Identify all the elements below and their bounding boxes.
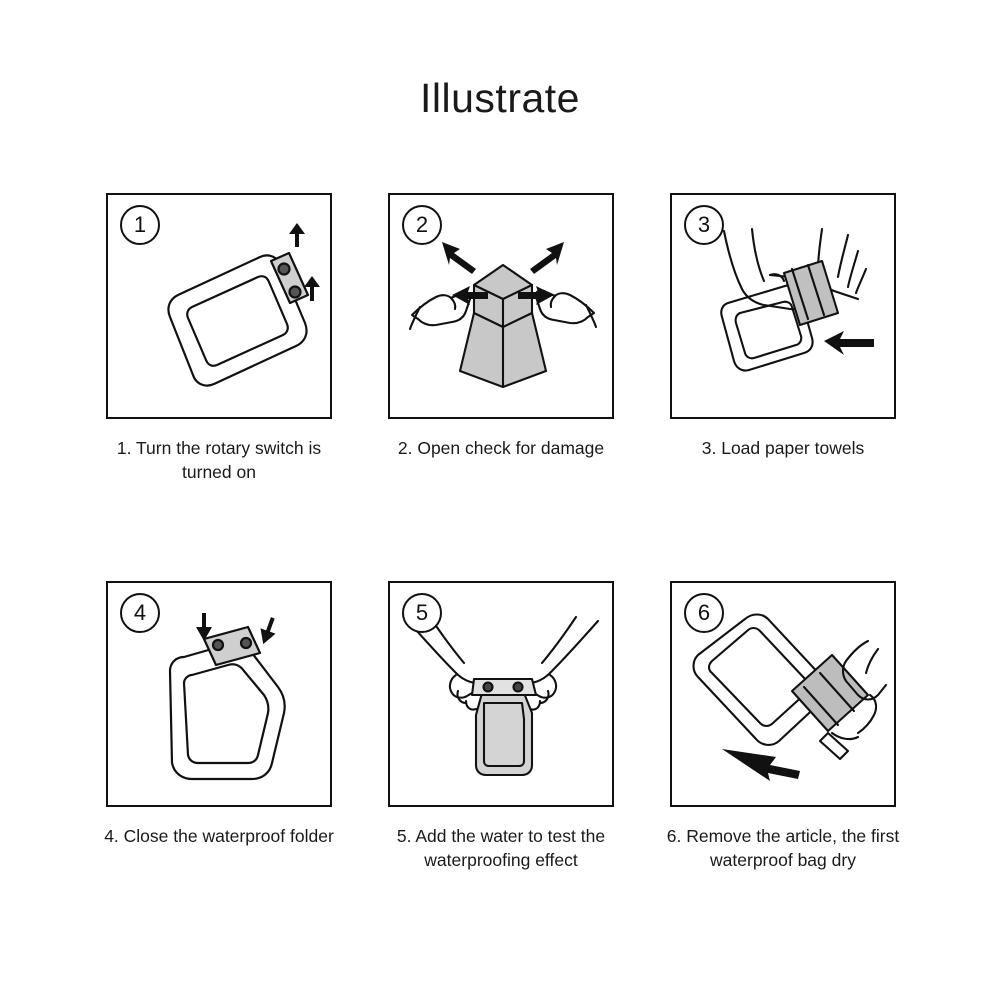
step-panel-2 bbox=[388, 193, 614, 419]
step-caption-6: 6. Remove the article, the first waterproof bag dry bbox=[666, 826, 900, 870]
step-card-1 bbox=[78, 193, 360, 485]
step-panel-5 bbox=[388, 581, 614, 807]
steps-grid bbox=[78, 193, 926, 873]
step-number-badge-6: 6 bbox=[684, 593, 724, 633]
step-card-3 bbox=[642, 193, 924, 485]
step-card-5 bbox=[360, 581, 642, 873]
page-title: Illustrate bbox=[420, 75, 580, 121]
step-caption-3: 3. Load paper towels bbox=[701, 438, 865, 458]
step-number-badge-4: 4 bbox=[120, 593, 160, 633]
step-card-4 bbox=[78, 581, 360, 873]
step-panel-4 bbox=[106, 581, 332, 807]
step-card-6 bbox=[642, 581, 924, 873]
step-panel-6 bbox=[670, 581, 896, 807]
step-panel-3 bbox=[670, 193, 896, 419]
grid-row-gap bbox=[78, 485, 926, 581]
step-number-badge-5: 5 bbox=[402, 593, 442, 633]
step-card-2 bbox=[360, 193, 642, 485]
step-caption-4: 4. Close the waterproof folder bbox=[104, 826, 334, 846]
step-caption-1: 1. Turn the rotary switch is turned on bbox=[116, 438, 322, 482]
step-number-badge-3: 3 bbox=[684, 205, 724, 245]
step-caption-2: 2. Open check for damage bbox=[397, 438, 605, 458]
step-panel-1 bbox=[106, 193, 332, 419]
step-number-badge-2: 2 bbox=[402, 205, 442, 245]
step-number-badge-1: 1 bbox=[120, 205, 160, 245]
step-caption-5: 5. Add the water to test the waterproofing effect bbox=[396, 826, 606, 870]
